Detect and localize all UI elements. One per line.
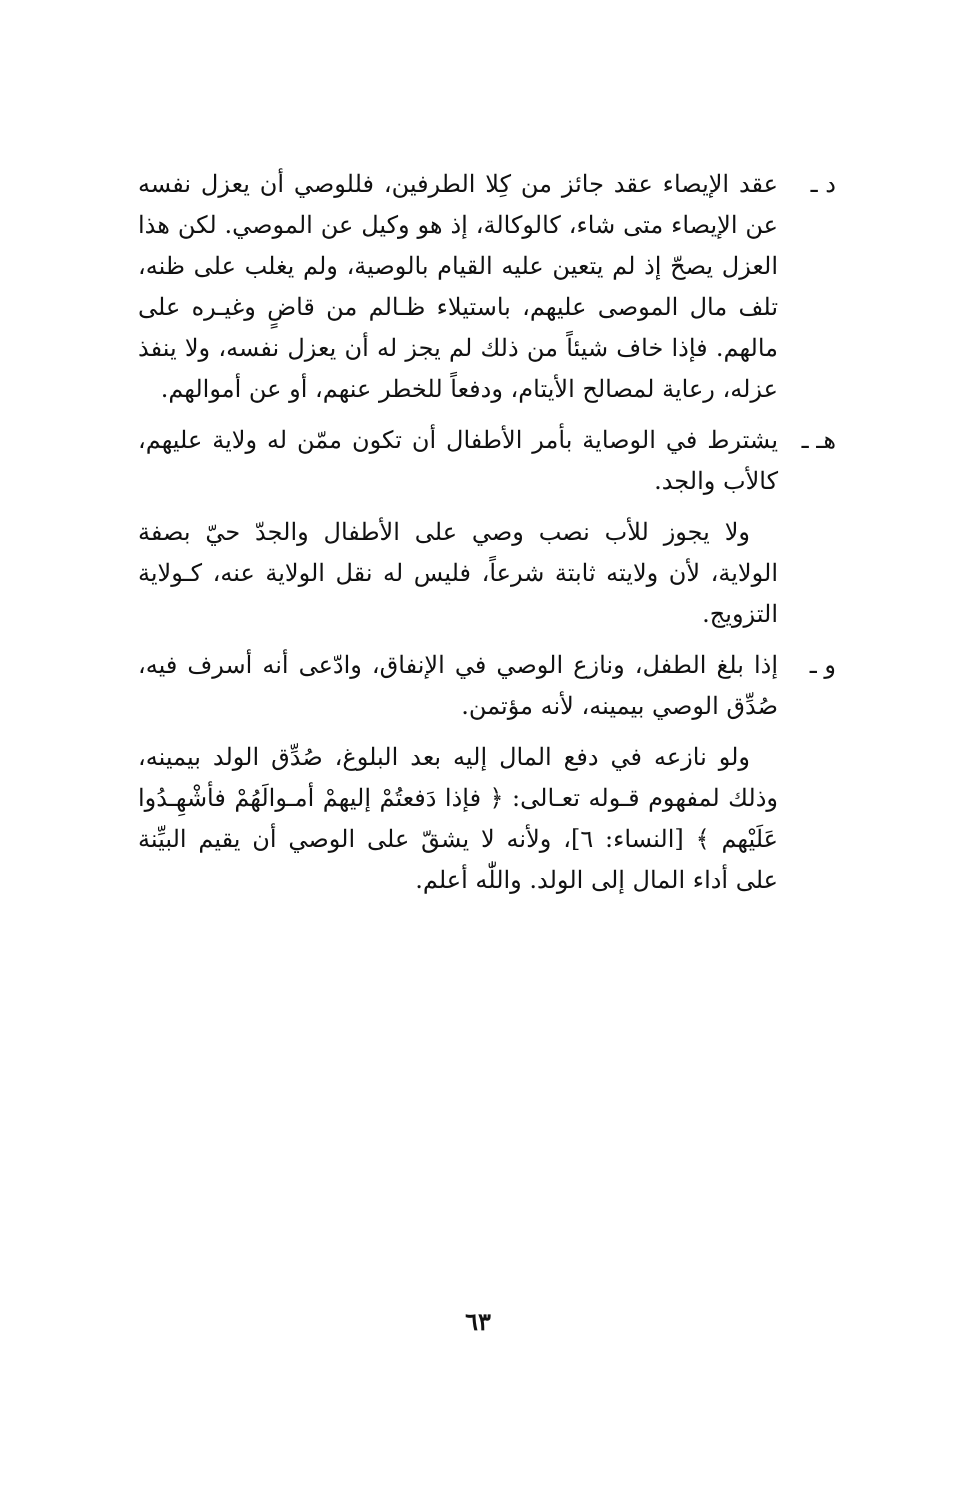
list-item-text: إذا بلغ الطفل، ونازع الوصي في الإنفاق، وادّعى أنه أسرف فيه، صُدِّق الوصي بيمينه، لأنه مؤتمن. (138, 651, 778, 720)
page-number: ٦٣ (465, 1307, 491, 1336)
list-item-dal (138, 164, 836, 410)
list-item-waw (138, 645, 836, 727)
list-item-ha (138, 420, 836, 502)
list-marker: و ـ (809, 651, 836, 679)
list-marker: د ـ (810, 170, 836, 198)
page-body (138, 164, 836, 911)
body-paragraph: ولو نازعه في دفع المال إليه بعد البلوغ، صُدِّق الولد بيمينه، وذلك لمفهوم قـوله تعـالى: ﴿ فإذا دَفعتُمْ إليهمْ أمـوالَهُمْ فأشْهِـدُوا عَلَيْهم ﴾ [النساء: ٦]، ولأنه لا يشقّ على الوصي أن يقيم البيِّنة على أداء المال إلى الولد. واللّٰه أعلم. (138, 743, 778, 894)
list-marker: هـ ـ (801, 426, 836, 454)
body-paragraph: ولا يجوز للأب نصب وصي على الأطفال والجدّ حيّ بصفة الولاية، لأن ولايته ثابتة شرعاً، فليس له نقل الولاية عنه، كـولاية التزويج. (138, 518, 778, 628)
list-item-text: يشترط في الوصاية بأمر الأطفال أن تكون ممّن له ولاية عليهم، كالأب والجد. (138, 426, 778, 495)
list-item-text: عقد الإيصاء عقد جائز من كِلا الطرفين، فللوصي أن يعزل نفسه عن الإيصاء متى شاء، كالوكالة، إذ هو وكيل عن الموصي. لكن هذا العزل يصحّ إذ لم يتعين عليه القيام بالوصية، ولم يغلب على ظنه، تلف مال الموصى عليهم، باستيلاء ظـالم من قاضٍ وغيـره على مالهم. فإذا خاف شيئاً من ذلك لم يجز له أن يعزل نفسه، ولا ينفذ عزله، رعاية لمصالح الأيتام، ودفعاً للخطر عنهم، أو عن أموالهم. (138, 170, 778, 403)
